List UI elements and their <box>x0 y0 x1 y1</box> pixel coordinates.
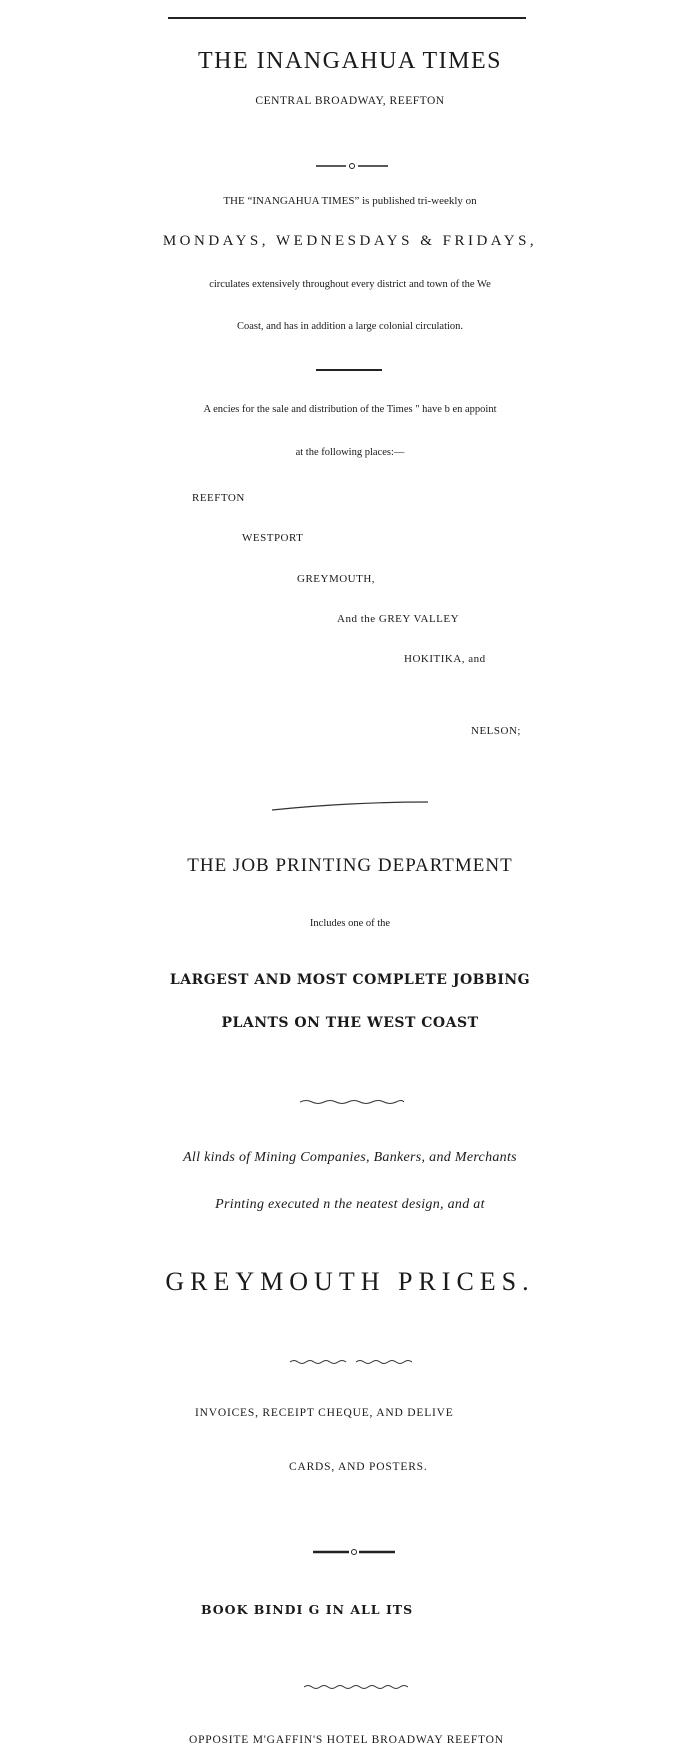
invoices-line-1: INVOICES, RECEIPT CHEQUE, AND DELIVE <box>195 1407 454 1419</box>
book-binding-line: BOOK BINDI G IN ALL ITS <box>201 1602 414 1617</box>
place-reefton: REEFTON <box>192 492 245 504</box>
top-rule <box>168 17 526 19</box>
wavy-divider-4 <box>304 1675 408 1681</box>
agencies-line-1: A encies for the sale and distribution of the Times " have b en appoint <box>203 404 497 415</box>
job-printing-title: THE JOB PRINTING DEPARTMENT <box>187 855 513 876</box>
wavy-divider-1 <box>272 797 428 809</box>
place-grey-valley: And the GREY VALLEY <box>337 613 460 625</box>
place-hokitika: HOKITIKA, and <box>404 653 486 665</box>
largest-line-2: PLANTS ON THE WEST COAST <box>221 1015 479 1031</box>
invoices-line-2: CARDS, AND POSTERS. <box>289 1461 428 1473</box>
publication-line-1: THE “INANGAHUA TIMES” is published tri-weekly on <box>223 195 477 207</box>
publication-line-4: Coast, and has in addition a large colonial circulation. <box>236 321 464 332</box>
greymouth-prices: GREYMOUTH PRICES. <box>165 1267 535 1296</box>
wavy-divider-2 <box>300 1090 404 1096</box>
divider-rule-2 <box>316 369 382 371</box>
ornament-divider-1 <box>316 155 388 163</box>
footer-address: OPPOSITE M'GAFFIN'S HOTEL BROADWAY REEFTON <box>189 1734 504 1746</box>
mining-line-1: All kinds of Mining Companies, Bankers, and Merchants <box>183 1150 517 1165</box>
publication-line-3: circulates extensively throughout every district and town of the We <box>209 279 491 290</box>
ornament-divider-2 <box>313 1541 395 1549</box>
place-greymouth: GREYMOUTH, <box>297 573 376 585</box>
masthead-address: CENTRAL BROADWAY, REEFTON <box>255 95 445 107</box>
place-westport: WESTPORT <box>242 532 304 544</box>
masthead-title: THE INANGAHUA TIMES <box>197 48 503 74</box>
place-nelson: NELSON; <box>471 725 521 737</box>
largest-line-1: LARGEST AND MOST COMPLETE JOBBING <box>169 972 531 988</box>
mining-line-2: Printing executed n the neatest design, and at <box>215 1197 485 1212</box>
wavy-divider-3 <box>290 1350 412 1356</box>
agencies-line-2: at the following places:— <box>295 447 405 458</box>
publication-days: MONDAYS, WEDNESDAYS & FRIDAYS, <box>162 233 538 249</box>
job-printing-includes: Includes one of the <box>309 918 391 929</box>
